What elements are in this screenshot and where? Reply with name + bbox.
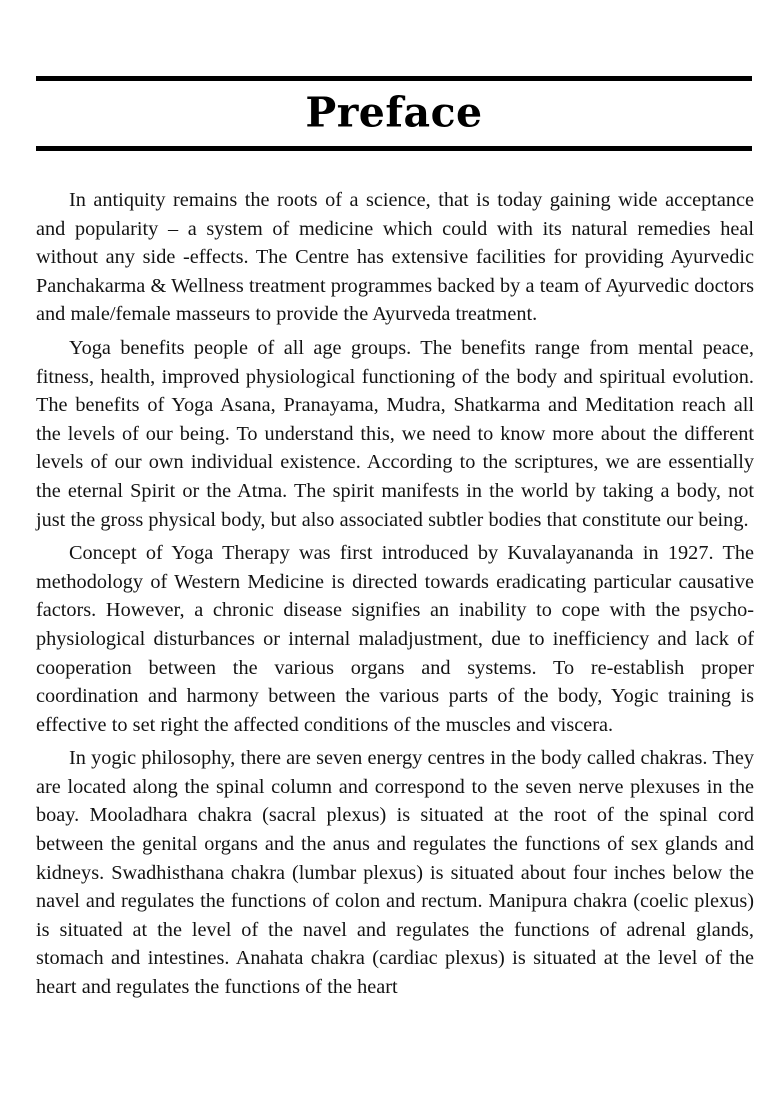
page-title: Preface [305, 88, 483, 137]
title-spacer [36, 81, 752, 146]
paragraph: In antiquity remains the roots of a science, that is today gaining wide acceptance and popularity – a system of medicine which could with its natural remedies heal without any side -effects. The Centre has extensive facilities for providing Ayurvedic Panchakarma & Wellness treatment programmes backed by a team of Ayurvedic doctors and male/female masseurs to provide the Ayurveda treatment. [36, 189, 754, 326]
paragraph: Concept of Yoga Therapy was first introduced by Kuvalayananda in 1927. The methodology of Western Medicine is directed towards eradicating particular causative factors. However, a chronic disease signifies an inability to cope with the psycho-physiological disturbances or internal maladjustment, due to inefficiency and lack of cooperation between the various organs and systems. To re-establish proper coordination and harmony between the various parts of the body, Yogic training is effective to set right the affected conditions of the muscles and viscera. [36, 542, 754, 736]
title-block [36, 76, 752, 151]
paragraph: In yogic philosophy, there are seven energy centres in the body called chakras. They are located along the spinal column and correspond to the seven nerve plexuses in the boay. Mooladhara chakra (sacral plexus) is situated at the root of the spinal cord between the genital organs and the anus and regulates the functions of sex glands and kidneys. Swadhisthana chakra (lumbar plexus) is situated about four inches below the navel and regulates the functions of colon and rectum. Manipura chakra (coelic plexus) is situated at the level of the navel and regulates the functions of adrenal glands, stomach and intestines. Anahata chakra (cardiac plexus) is situated at the level of the heart and regulates the functions of the heart [36, 747, 754, 999]
body-copy [36, 186, 754, 1002]
paragraph: Yoga benefits people of all age groups. The benefits range from mental peace, fitness, health, improved physiological functioning of the body and spiritual evolution. The benefits of Yoga Asana, Pranayama, Mudra, Shatkarma and Meditation reach all the levels of our being. To understand this, we need to know more about the different levels of our own individual existence. According to the scriptures, we are essentially the eternal Spirit or the Atma. The spirit manifests in the world by taking a body, not just the gross physical body, but also associated subtler bodies that constitute our being. [36, 336, 754, 531]
title-rule-bottom [36, 146, 752, 151]
